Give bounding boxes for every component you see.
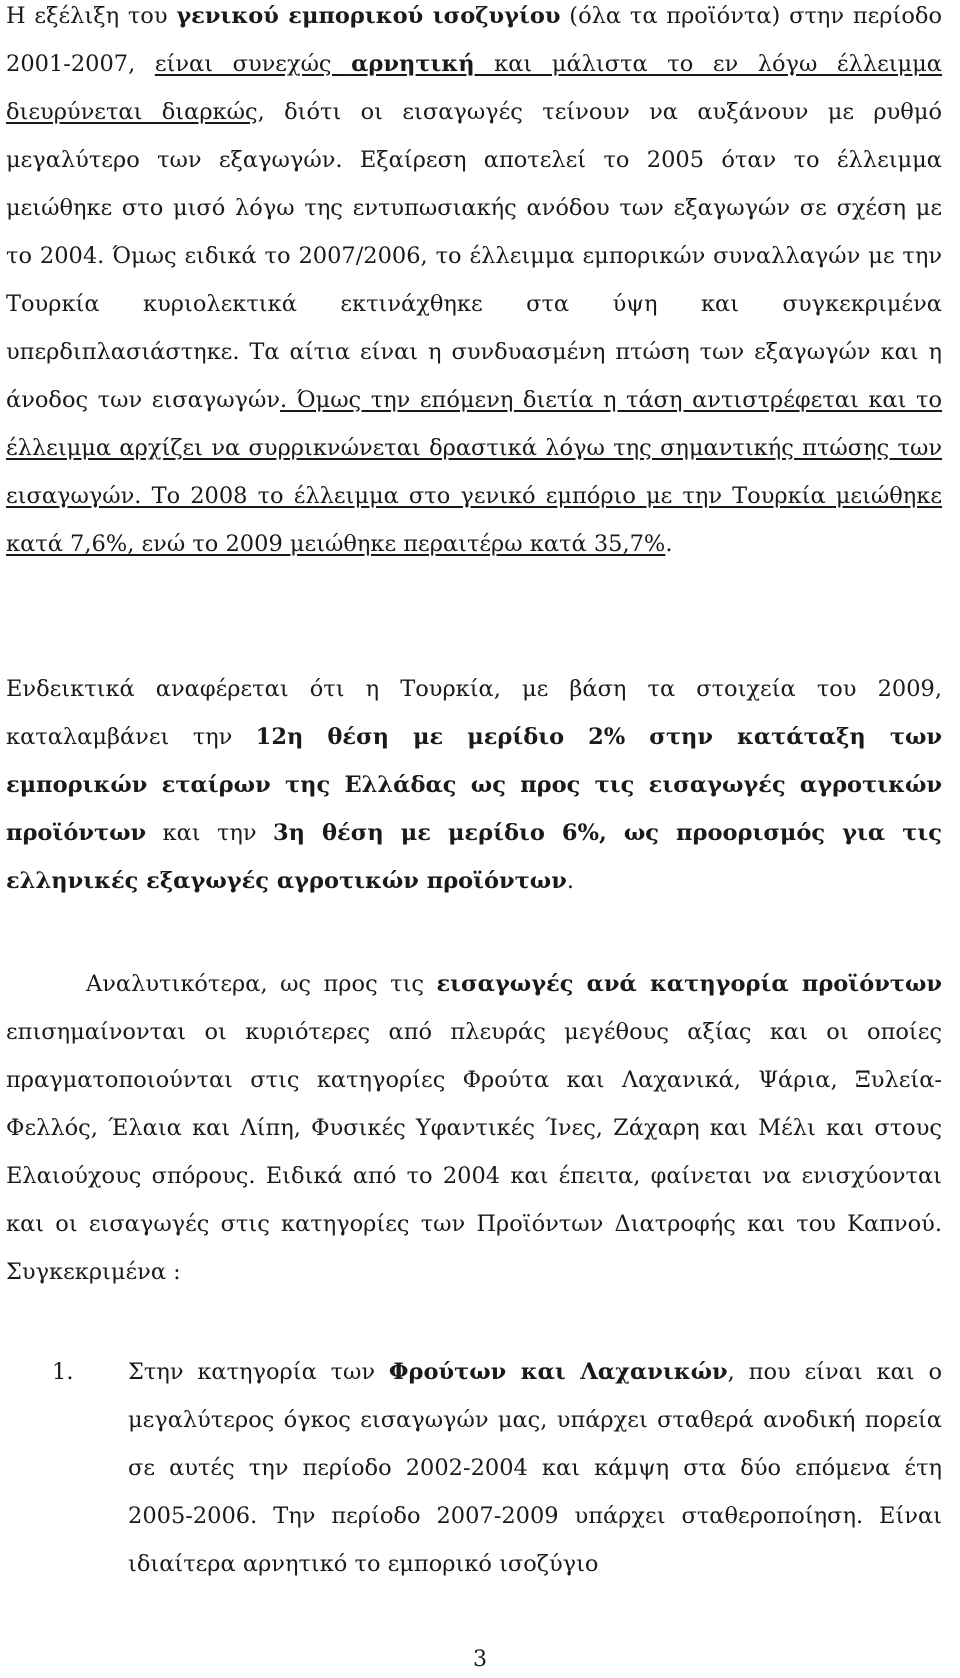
text-run: Στην κατηγορία των (128, 1359, 389, 1385)
text-run: Η εξέλιξη του (6, 3, 177, 29)
text-run: Ενδεικτικά αναφέρεται ότι η Τουρκία, με βάση τα στοιχεία του 2009, καταλαμβάνει την (6, 676, 942, 750)
text-run: επισημαίνονται οι κυριότερες από πλευράς μεγέθους αξίας και οι οποίες πραγματοποιούνται στις κατηγορίες Φρούτα και Λαχανικά, Ψάρια, Ξυλεία-Φελλός, Έλαια και Λίπη, Φυσικές Υφαντικές Ίνες, Ζάχαρη και Μέλι και στους Ελαιούχους σπόρους. Ειδικά από το 2004 και έπειτα, φαίνεται να ενισχύονται και οι εισαγωγές στις κατηγορίες των Προϊόντων Διατροφής και του Καπνού. Συγκεκριμένα : (6, 1019, 942, 1285)
paragraph-trade-balance (6, 0, 942, 568)
bold-export-rank: 3η θέση με μερίδιο 6%, ως προορισμός για τις ελληνικές εξαγωγές αγροτικών προϊόντων (6, 820, 943, 894)
text-run: . (566, 868, 574, 894)
text-run: Αναλυτικότερα, ως προς τις (86, 971, 437, 997)
paragraph-turkey-ranking (6, 665, 942, 905)
numbered-list (6, 1348, 942, 1588)
list-item (6, 1348, 942, 1588)
page-number: 3 (473, 1647, 487, 1672)
bold-import-rank: 12η θέση με μερίδιο 2% στην κατάταξη των εμπορικών εταίρων της Ελλάδας ως προς τις εισαγωγές αγροτικών προϊόντων (6, 724, 942, 846)
text-run: (όλα τα προϊόντα) στην περίοδο 2001-2007, (6, 3, 942, 77)
bold-negative: αρνητική (351, 51, 475, 77)
bold-fruits-vegetables: Φρούτων και Λαχανικών (388, 1359, 728, 1385)
bold-general-trade-balance: γενικού εμπορικού ισοζυγίου (176, 3, 561, 29)
list-item-number: 1. (52, 1359, 74, 1385)
text-run: είναι συνεχώς (154, 51, 352, 77)
text-run: . (665, 531, 673, 557)
bold-imports-category: εισαγωγές ανά κατηγορία προϊόντων (436, 971, 942, 997)
paragraph-imports-by-category (6, 960, 942, 1296)
text-run: και μάλιστα το εν λόγω έλλειμμα διευρύνεται διαρκώς (6, 51, 942, 125)
text-run: , διότι οι εισαγωγές τείνουν να αυξάνουν με ρυθμό μεγαλύτερο των εξαγωγών. Εξαίρεση αποτελεί το 2005 όταν το έλλειμμα μειώθηκε στο μισό λόγω της εντυπωσιακής ανόδου των εξαγωγών σε σχέση με το 2004. Όμως ειδικά το 2007/2006, το έλλειμμα εμπορικών συναλλαγών με την Τουρκία κυριολεκτικά εκτινάχθηκε στα ύψη και συγκεκριμένα υπερδιπλασιάστηκε. Τα αίτια είναι η συνδυασμένη πτώση των εξαγωγών και η άνοδος των εισαγωγών (6, 99, 942, 413)
text-run: και την (146, 820, 273, 846)
underlined-run: . Όμως την επόμενη διετία η τάση αντιστρέφεται και το έλλειμμα αρχίζει να συρρικνώνεται δραστικά λόγω της σημαντικής πτώσης των εισαγωγών. Το 2008 το έλλειμμα στο γενικό εμπόριο με την Τουρκία μειώθηκε κατά 7,6%, ενώ το 2009 μειώθηκε περαιτέρω κατά 35,7% (6, 387, 943, 557)
text-run: , που είναι και ο μεγαλύτερος όγκος εισαγωγών μας, υπάρχει σταθερά ανοδική πορεία σε αυτές την περίοδο 2002-2004 και κάμψη στα δύο επόμενα έτη 2005-2006. Την περίοδο 2007-2009 υπάρχει σταθεροποίηση. Είναι ιδιαίτερα αρνητικό το εμπορικό ισοζύγιο (128, 1359, 942, 1577)
